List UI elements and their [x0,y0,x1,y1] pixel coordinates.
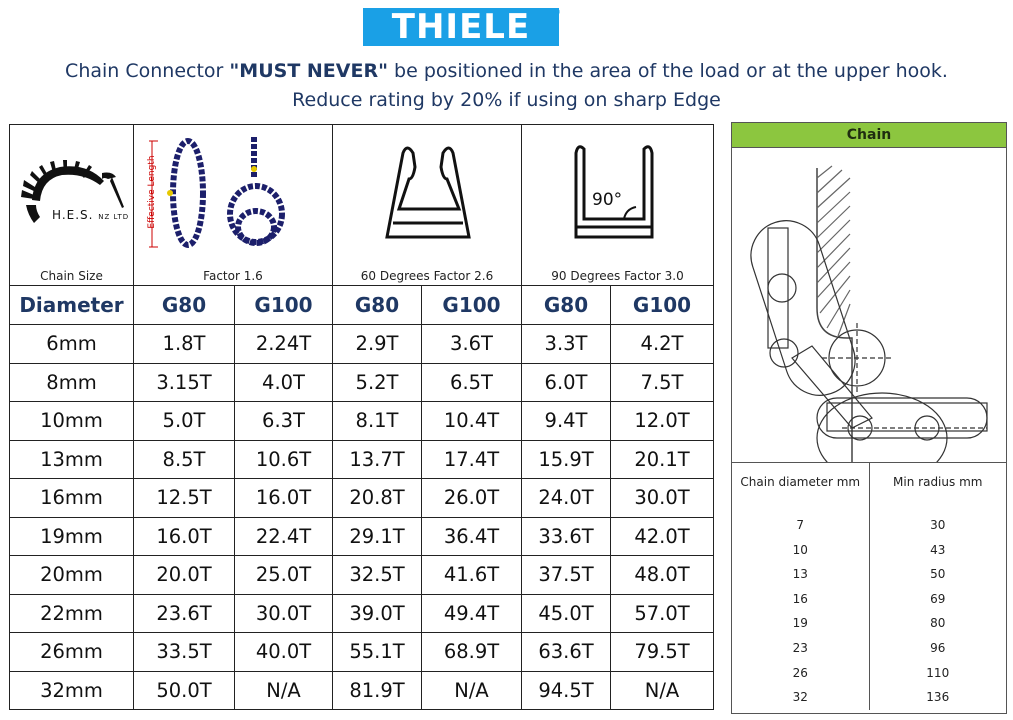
cell: 36.4T [422,517,522,556]
list-item: 7 [796,518,805,532]
cell: 15.9T [522,440,611,479]
cell: 22mm [10,594,134,633]
caption-chain-size: Chain Size [40,269,103,283]
cell-factor-1-6 [134,125,333,286]
cell: N/A [235,671,333,710]
thiele-logo [363,8,559,46]
cell: 25.0T [235,556,333,595]
chain-sling-icon [144,129,324,259]
header-g100-vertical: G100 [235,286,333,325]
list-item: 50 [930,567,946,582]
chain-over-edge-icon [732,148,1006,462]
cell: 2.9T [333,325,422,364]
cell: 3.6T [422,325,522,364]
cell: 68.9T [422,633,522,672]
cell: 42.0T [611,517,714,556]
cell: 32.5T [333,556,422,595]
table-row [10,440,714,479]
header-g80-vertical: G80 [134,286,235,325]
caption-factor-1-6: Factor 1.6 [203,269,263,283]
table-row [10,402,714,441]
cell: 12.5T [134,479,235,518]
table-row [10,671,714,710]
cell-90-degrees [522,125,714,286]
list-item: 23 [792,640,808,655]
header-diameter: Diameter [10,286,134,325]
cell: 81.9T [333,671,422,710]
cell: 16.0T [134,517,235,556]
cell: 3.15T [134,363,235,402]
cell: 79.5T [611,633,714,672]
ninety-degree-shackle-icon [522,139,714,259]
angle-label: 90° [592,190,623,210]
registered-mark: ® [552,8,561,18]
cell: 20.0T [134,556,235,595]
cell: 29.1T [333,517,422,556]
cell: 1.8T [134,325,235,364]
col-header-radius: Min radius mm [893,475,983,489]
cell: 20.8T [333,479,422,518]
list-item: 96 [930,640,946,655]
figure-row [10,125,714,286]
cell: 26mm [10,633,134,672]
panel-title: Chain [732,123,1006,148]
list-item: 26 [792,665,808,680]
notice-line-1 [0,60,1013,82]
chain-radius-panel [731,122,1007,714]
hes-sub: NZ LTD [98,213,130,221]
caption-60-degrees: 60 Degrees Factor 2.6 [360,269,494,283]
cell: 41.6T [422,556,522,595]
cell: 13mm [10,440,134,479]
cell: 8mm [10,363,134,402]
cell: 33.6T [522,517,611,556]
caption-90-degrees: 90 Degrees Factor 3.0 [551,269,684,283]
cell: 20mm [10,556,134,595]
cell: 24.0T [522,479,611,518]
notice-bold: "MUST NEVER" [229,60,388,82]
header-g100-90deg: G100 [611,286,714,325]
hes-text: H.E.S. [52,208,94,222]
list-item: 10 [792,542,808,557]
cell: 10.4T [422,402,522,441]
cell: 30.0T [611,479,714,518]
notice-post: be positioned in the area of the load or at the upper hook. [388,60,948,82]
cell: 16mm [10,479,134,518]
list-item: 80 [930,616,946,631]
kiwi-logo-icon [12,145,132,255]
notice-pre: Chain Connector [65,60,230,82]
cell: 9.4T [522,402,611,441]
table-row [10,594,714,633]
cell: 5.0T [134,402,235,441]
cell: 8.1T [333,402,422,441]
cell: 19mm [10,517,134,556]
table-row [10,479,714,518]
table-row [10,325,714,364]
cell: 63.6T [522,633,611,672]
table-row [10,556,714,595]
cell: 37.5T [522,556,611,595]
list-item: 30 [930,518,946,532]
cell: 22.4T [235,517,333,556]
list-item: 43 [930,542,946,557]
cell: 49.4T [422,594,522,633]
cell: 17.4T [422,440,522,479]
cell: 39.0T [333,594,422,633]
list-item: 69 [930,591,946,606]
cell: 2.24T [235,325,333,364]
cell: 10mm [10,402,134,441]
cell: 10.6T [235,440,333,479]
cell: 48.0T [611,556,714,595]
list-item: 136 [926,690,950,705]
cell: 57.0T [611,594,714,633]
table-row [10,517,714,556]
cell: 13.7T [333,440,422,479]
radius-table [732,463,1006,710]
load-table [9,124,714,710]
cell: 4.0T [235,363,333,402]
cell-hes-logo [10,125,134,286]
header-g80-60deg: G80 [333,286,422,325]
cell: 26.0T [422,479,522,518]
list-item: 19 [792,616,808,631]
cell: 33.5T [134,633,235,672]
cell: N/A [422,671,522,710]
cell: 32mm [10,671,134,710]
cell: 94.5T [522,671,611,710]
effective-length-label: Effective Length [147,155,157,229]
cell: 23.6T [134,594,235,633]
cell: 4.2T [611,325,714,364]
cell: 50.0T [134,671,235,710]
col-header-diameter: Chain diameter mm [740,475,861,489]
list-item: 32 [792,690,808,705]
cell: 6mm [10,325,134,364]
header-row [10,286,714,325]
cell: 5.2T [333,363,422,402]
notice-line-2: Reduce rating by 20% if using on sharp Edge [292,89,721,111]
header-g100-60deg: G100 [422,286,522,325]
cell: 45.0T [522,594,611,633]
cell: 6.5T [422,363,522,402]
diameter-column [732,463,870,710]
list-item: 13 [792,567,808,582]
cell: 30.0T [235,594,333,633]
radius-column [870,463,1007,710]
header-g80-90deg: G80 [522,286,611,325]
cell-60-degrees [333,125,522,286]
sixty-degree-shackle-icon [333,139,522,259]
cell: 7.5T [611,363,714,402]
cell: 55.1T [333,633,422,672]
brand-name: THIELE [391,7,531,47]
cell: 6.3T [235,402,333,441]
list-item: 110 [926,665,950,680]
table-row [10,633,714,672]
table-row [10,363,714,402]
cell: 6.0T [522,363,611,402]
cell: 3.3T [522,325,611,364]
cell: 16.0T [235,479,333,518]
list-item: 16 [792,591,808,606]
chain-edge-diagram [732,148,1006,463]
cell: N/A [611,671,714,710]
cell: 20.1T [611,440,714,479]
hes-name [52,208,129,222]
cell: 12.0T [611,402,714,441]
cell: 40.0T [235,633,333,672]
cell: 8.5T [134,440,235,479]
